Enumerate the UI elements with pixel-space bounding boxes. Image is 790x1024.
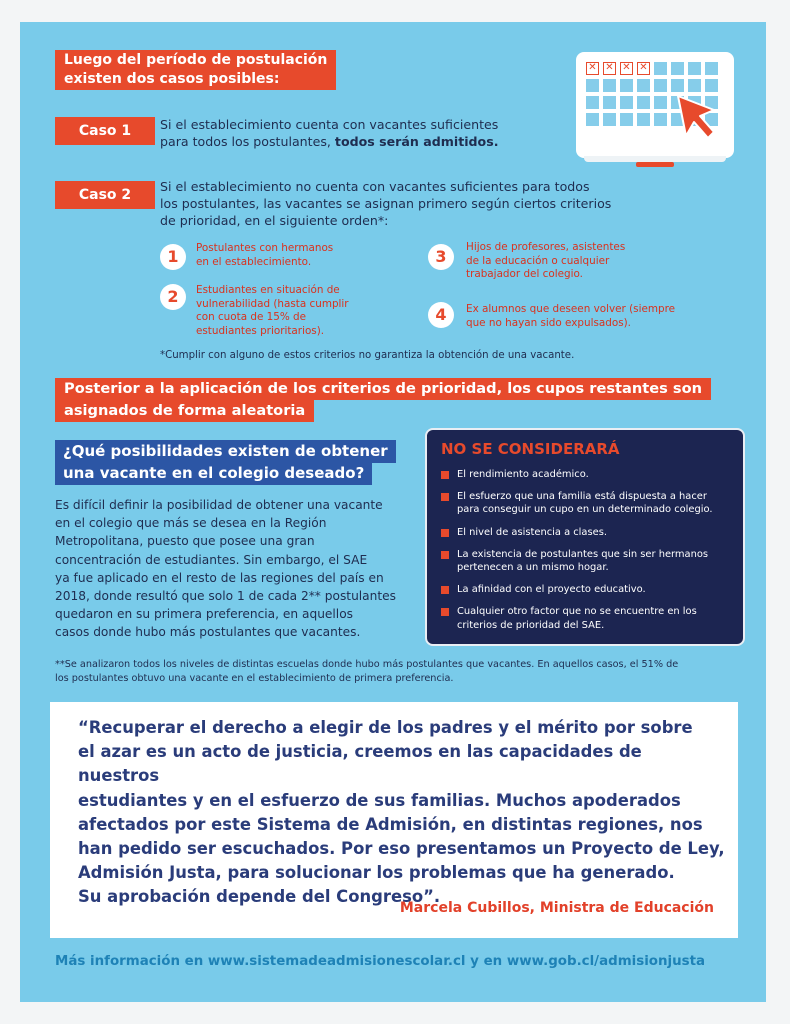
list-item: La afinidad con el proyecto educativo. (441, 583, 735, 596)
screen-cell (688, 79, 701, 92)
x-mark-icon: ✕ (603, 62, 616, 75)
list-item: Cualquier otro factor que no se encuentre en los criterios de prioridad del SAE. (441, 605, 735, 631)
criterion-4-text: Ex alumnos que deseen volver (siempre que no hayan sido expulsados). (466, 303, 675, 329)
case2-label: Caso 2 (55, 181, 155, 209)
footnote: **Se analizaron todos los niveles de distintas escuelas donde hubo más postulantes que vacantes. En aquellos casos, el 51% de los postulantes obtuvo una vacante en el establecimiento de primera preferencia. (55, 659, 679, 684)
list-item: El esfuerzo que una familia está dispuesta a hacer para conseguir un cupo en un determinado colegio. (441, 490, 735, 516)
screen-cell (654, 113, 667, 126)
screen-cell (586, 96, 599, 109)
case1-text: Si el establecimiento cuenta con vacantes suficientes para todos los postulantes, todos serán admitidos. (160, 117, 499, 149)
case2-text: Si el establecimiento no cuenta con vacantes suficientes para todos los postulantes, las vacantes se asignan primero según ciertos criterios de prioridad, en el siguiente orden*: (160, 179, 612, 228)
screen-cell (654, 96, 667, 109)
flyer-page (20, 22, 766, 1002)
list-item: El nivel de asistencia a clases. (441, 526, 735, 539)
question-paragraph: Es difícil definir la posibilidad de obtener una vacante en el colegio que más se desea en la Región Metropolitana, puesto que posee una gran concentración de estudiantes. Sin embargo, el SAE ya fue aplicado en el resto de las regiones del país en 2018, donde resultó que solo 1 de cada 2** postulantes quedaron en su primera preferencia, en aquellos casos donde hubo más postulantes que vacantes. (55, 498, 397, 640)
screen-cell (637, 113, 650, 126)
x-mark-icon: ✕ (586, 62, 599, 75)
list-item: La existencia de postulantes que sin ser hermanos pertenecen a un mismo hogar. (441, 548, 735, 574)
screen-cell (603, 79, 616, 92)
screen-cell (586, 79, 599, 92)
screen-cell (620, 96, 633, 109)
x-mark-icon: ✕ (620, 62, 633, 75)
quote-text: “Recuperar el derecho a elegir de los padres y el mérito por sobre el azar es un acto de justicia, creemos en las capacidades de nuestros estudiantes y en el esfuerzo de sus familias. Muchos apoderados afectados por este Sistema de Admisión, en distintas regiones, nos han pedido ser escuchados. Por eso presentamos un Proyecto de Ley, Admisión Justa, para solucionar los problemas que ha generado. Su aprobación depende del Congreso”. (78, 718, 725, 907)
criterion-1-text: Postulantes con hermanos en el establecimiento. (196, 242, 334, 268)
question-title: ¿Qué posibilidades existen de obtener (55, 440, 396, 463)
quote-box (50, 702, 738, 938)
criteria-note: *Cumplir con alguno de estos criterios no garantiza la obtención de una vacante. (160, 350, 575, 361)
criterion-3-number: 3 (428, 244, 454, 270)
quote-author: Marcela Cubillos, Ministra de Educación (399, 900, 714, 916)
no-considerara-box (425, 428, 745, 646)
footer-info: Más información en www.sistemadeadmisionescolar.cl y en www.gob.cl/admisionjusta (55, 954, 706, 969)
case1-label: Caso 1 (55, 117, 155, 145)
screen-cell (620, 79, 633, 92)
screen-cell (671, 62, 684, 75)
screen-cell (705, 79, 718, 92)
screen-cell (654, 79, 667, 92)
x-mark-icon: ✕ (637, 62, 650, 75)
screen-cell (620, 113, 633, 126)
no-considerara-list (441, 468, 735, 641)
screen-cell (586, 113, 599, 126)
no-considerara-title: NO SE CONSIDERARÁ (441, 440, 620, 458)
laptop-icon (576, 52, 736, 174)
posterior-banner: Posterior a la aplicación de los criterios de prioridad, los cupos restantes son (55, 378, 711, 400)
criterion-4-number: 4 (428, 302, 454, 328)
screen-cell (603, 113, 616, 126)
screen-cell (637, 79, 650, 92)
screen-cell (705, 62, 718, 75)
criterion-3-text: Hijos de profesores, asistentes de la educación o cualquier trabajador del colegio. (466, 241, 626, 281)
screen-cell (671, 79, 684, 92)
screen-cell (603, 96, 616, 109)
screen-cell (637, 96, 650, 109)
criterion-2-text: Estudiantes en situación de vulnerabilidad (hasta cumplir con cuota de 15% de estudiantes prioritarios). (196, 284, 349, 337)
question-title-line2: una vacante en el colegio deseado? (55, 462, 372, 485)
posterior-banner-line2: asignados de forma aleatoria (55, 400, 314, 422)
screen-cell (688, 62, 701, 75)
list-item: El rendimiento académico. (441, 468, 735, 481)
screen-cell (654, 62, 667, 75)
intro-title: Luego del período de postulación existen dos casos posibles: (55, 50, 336, 90)
cursor-arrow-icon (674, 92, 722, 144)
criterion-2-number: 2 (160, 284, 186, 310)
criterion-1-number: 1 (160, 244, 186, 270)
